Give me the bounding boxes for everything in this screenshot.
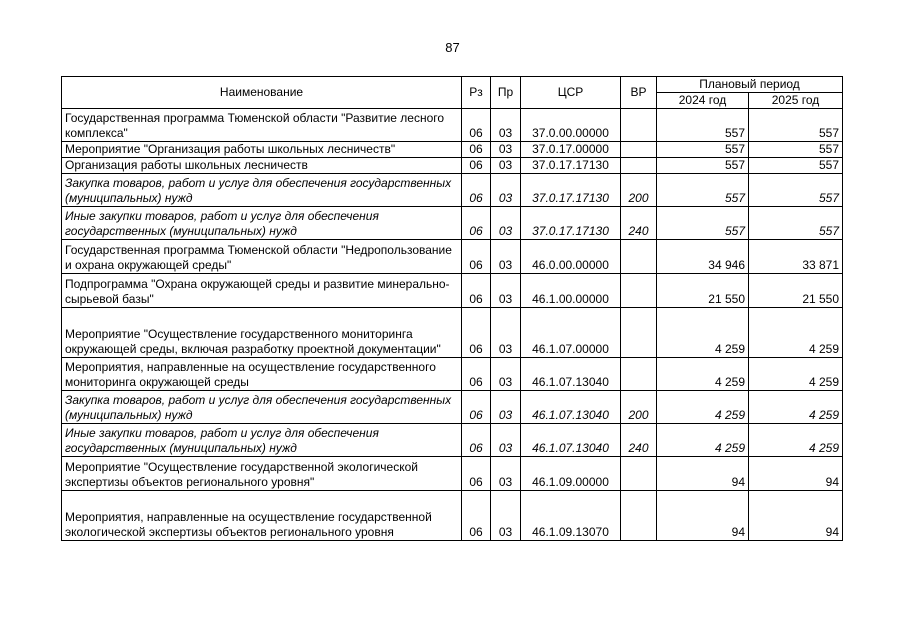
row-vr [621,491,657,541]
row-value-2025: 557 [749,109,843,142]
row-csr: 37.0.00.00000 [521,109,621,142]
row-value-2025: 4 259 [749,358,843,391]
row-rz: 06 [462,158,491,174]
row-vr [621,308,657,358]
row-value-2024: 94 [657,491,749,541]
table-row [62,491,843,541]
table-row [62,142,843,158]
table-row [62,240,843,274]
row-name: Государственная программа Тюменской области "Недропользование и охрана окружающей среды" [62,240,462,274]
row-value-2025: 21 550 [749,274,843,308]
row-name: Иные закупки товаров, работ и услуг для обеспечения государственных (муниципальных) нужд [62,424,462,457]
row-value-2024: 557 [657,109,749,142]
header-rz: Рз [462,77,491,109]
row-csr: 46.1.07.00000 [521,308,621,358]
row-value-2025: 557 [749,142,843,158]
row-vr [621,274,657,308]
row-rz: 06 [462,457,491,491]
row-value-2025: 557 [749,174,843,207]
header-vr: ВР [621,77,657,109]
row-name: Мероприятия, направленные на осуществление государственного мониторинга окружающей среды [62,358,462,391]
row-rz: 06 [462,174,491,207]
row-csr: 46.1.07.13040 [521,358,621,391]
row-pr: 03 [491,391,521,424]
page-number: 87 [445,40,460,55]
row-rz: 06 [462,358,491,391]
header-2024: 2024 год [657,93,749,109]
row-rz: 06 [462,424,491,457]
row-rz: 06 [462,240,491,274]
row-name: Мероприятия, направленные на осуществление государственной экологической экспертизы объектов регионального уровня [62,491,462,541]
row-pr: 03 [491,424,521,457]
row-pr: 03 [491,207,521,240]
row-value-2024: 557 [657,174,749,207]
row-rz: 06 [462,274,491,308]
row-value-2024: 557 [657,142,749,158]
row-value-2025: 557 [749,207,843,240]
row-csr: 46.1.00.00000 [521,274,621,308]
header-pr: Пр [491,77,521,109]
row-pr: 03 [491,274,521,308]
row-rz: 06 [462,142,491,158]
row-value-2025: 557 [749,158,843,174]
row-csr: 37.0.17.17130 [521,174,621,207]
row-vr [621,109,657,142]
row-csr: 46.1.09.13070 [521,491,621,541]
row-csr: 37.0.17.00000 [521,142,621,158]
row-value-2024: 94 [657,457,749,491]
row-vr [621,158,657,174]
row-name: Мероприятие "Осуществление государственного мониторинга окружающей среды, включая разработку проектной документации" [62,308,462,358]
table-row [62,109,843,142]
table-row [62,457,843,491]
table-row [62,207,843,240]
row-rz: 06 [462,391,491,424]
row-value-2024: 4 259 [657,391,749,424]
row-pr: 03 [491,240,521,274]
row-rz: 06 [462,491,491,541]
row-pr: 03 [491,174,521,207]
table-row [62,358,843,391]
row-pr: 03 [491,491,521,541]
table-row [62,391,843,424]
row-value-2024: 557 [657,207,749,240]
row-value-2024: 21 550 [657,274,749,308]
row-csr: 46.1.07.13040 [521,391,621,424]
row-pr: 03 [491,308,521,358]
table-row [62,424,843,457]
row-csr: 46.0.00.00000 [521,240,621,274]
row-name: Иные закупки товаров, работ и услуг для обеспечения государственных (муниципальных) нужд [62,207,462,240]
header-2025: 2025 год [749,93,843,109]
row-csr: 46.1.09.00000 [521,457,621,491]
row-vr [621,358,657,391]
header-name: Наименование [62,77,462,109]
row-csr: 37.0.17.17130 [521,207,621,240]
row-value-2025: 94 [749,457,843,491]
row-vr [621,240,657,274]
row-rz: 06 [462,308,491,358]
row-name: Организация работы школьных лесничеств [62,158,462,174]
row-vr: 200 [621,391,657,424]
row-vr: 200 [621,174,657,207]
row-value-2024: 557 [657,158,749,174]
row-value-2024: 34 946 [657,240,749,274]
row-value-2024: 4 259 [657,424,749,457]
row-name: Государственная программа Тюменской области "Развитие лесного комплекса" [62,109,462,142]
row-value-2025: 4 259 [749,308,843,358]
row-value-2025: 94 [749,491,843,541]
table-row [62,274,843,308]
row-name: Подпрограмма "Охрана окружающей среды и развитие минерально-сырьевой базы" [62,274,462,308]
row-rz: 06 [462,207,491,240]
row-value-2024: 4 259 [657,308,749,358]
row-csr: 46.1.07.13040 [521,424,621,457]
row-pr: 03 [491,109,521,142]
row-rz: 06 [462,109,491,142]
table-row [62,158,843,174]
row-vr: 240 [621,207,657,240]
table-body [62,109,843,541]
row-pr: 03 [491,158,521,174]
row-value-2025: 4 259 [749,391,843,424]
row-name: Закупка товаров, работ и услуг для обеспечения государственных (муниципальных) нужд [62,391,462,424]
table-row [62,308,843,358]
header-csr: ЦСР [521,77,621,109]
row-value-2025: 4 259 [749,424,843,457]
row-pr: 03 [491,358,521,391]
row-value-2024: 4 259 [657,358,749,391]
row-vr [621,457,657,491]
row-value-2025: 33 871 [749,240,843,274]
row-name: Мероприятие "Осуществление государственной экологической экспертизы объектов регионального уровня" [62,457,462,491]
row-vr [621,142,657,158]
row-pr: 03 [491,142,521,158]
row-vr: 240 [621,424,657,457]
table-row [62,174,843,207]
header-row [62,77,843,93]
row-csr: 37.0.17.17130 [521,158,621,174]
row-name: Закупка товаров, работ и услуг для обеспечения государственных (муниципальных) нужд [62,174,462,207]
budget-table [61,76,843,541]
row-name: Мероприятие "Организация работы школьных лесничеств" [62,142,462,158]
header-plan-period: Плановый период [657,77,843,93]
row-pr: 03 [491,457,521,491]
